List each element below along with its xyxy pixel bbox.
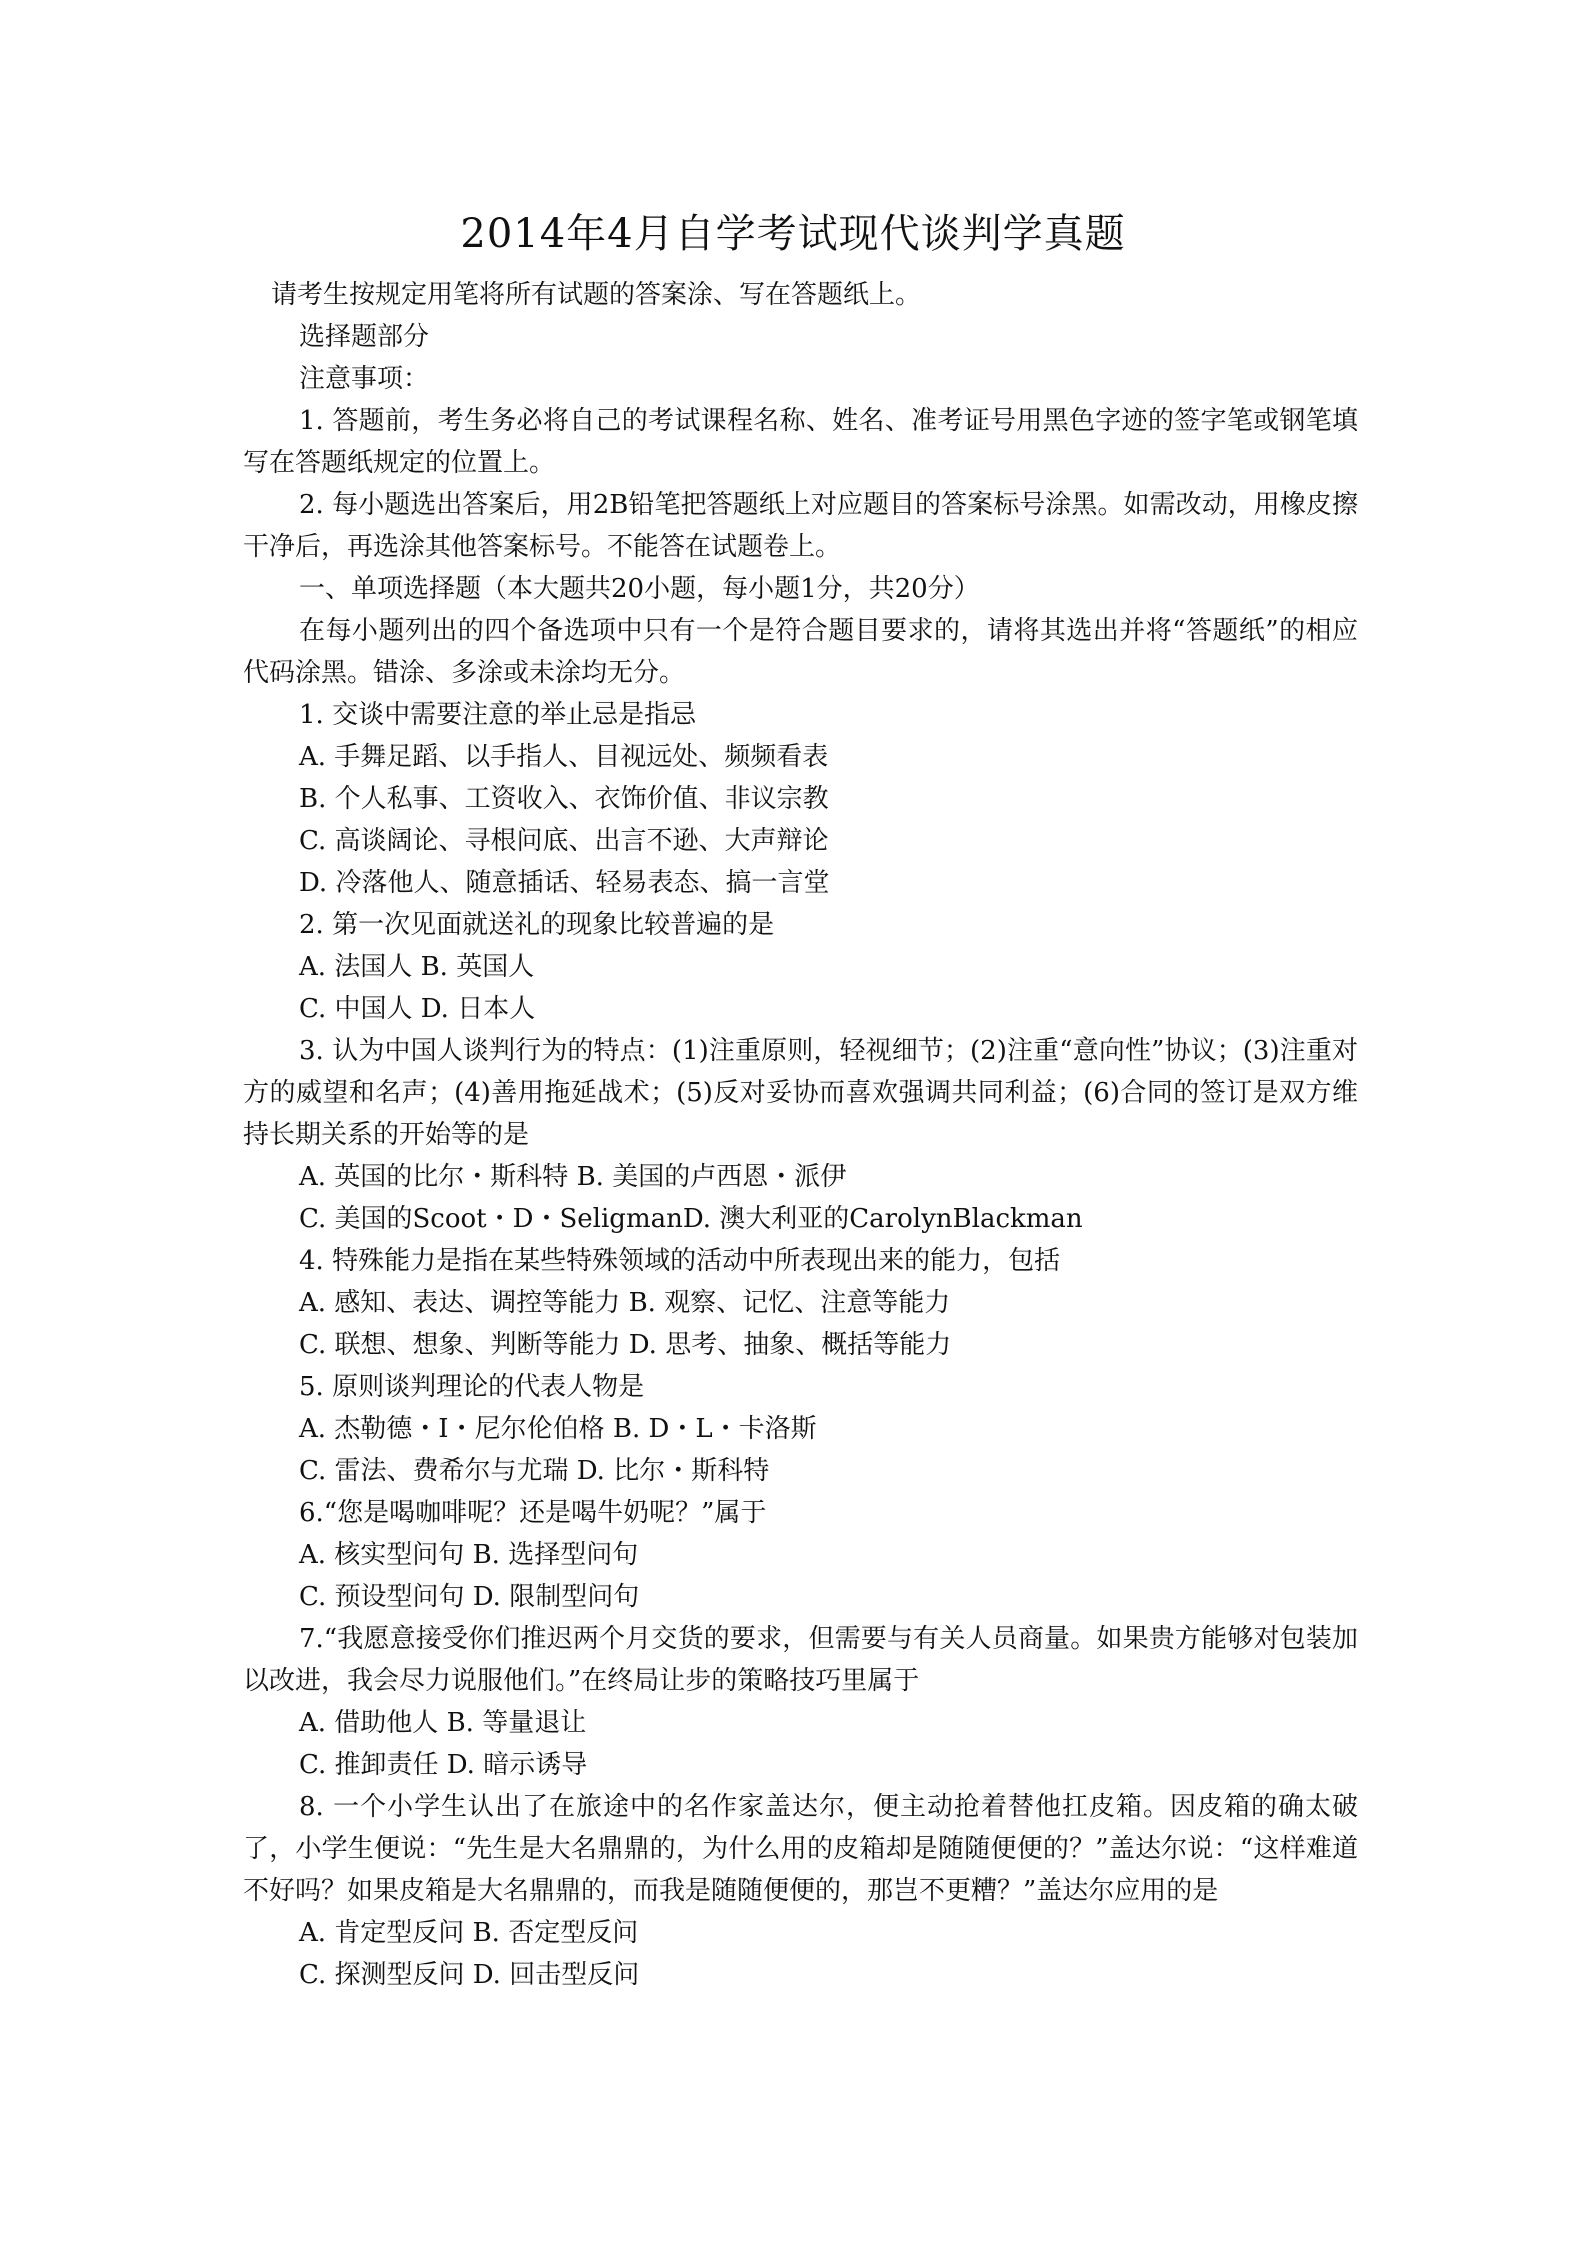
question-option: A. 法国人 B. 英国人 xyxy=(299,952,535,982)
question-stem: 5. 原则谈判理论的代表人物是 xyxy=(299,1372,645,1402)
question-stem: 1. 交谈中需要注意的举止忌是指忌 xyxy=(299,700,697,730)
question-option: A. 肯定型反问 B. 否定型反问 xyxy=(299,1918,639,1948)
question-option: C. 预设型问句 D. 限制型问句 xyxy=(299,1582,640,1612)
question-stem: 4. 特殊能力是指在某些特殊领域的活动中所表现出来的能力，包括 xyxy=(299,1246,1061,1276)
question-option: A. 手舞足蹈、以手指人、目视远处、频频看表 xyxy=(299,742,829,772)
question-stem: 2. 第一次见面就送礼的现象比较普遍的是 xyxy=(299,910,775,940)
page-title: 2014年4月自学考试现代谈判学真题 xyxy=(460,211,1126,257)
question-option: C. 美国的Scoot・D・SeligmanD. 澳大利亚的CarolynBlackman xyxy=(299,1204,1083,1234)
question-option: A. 感知、表达、调控等能力 B. 观察、记忆、注意等能力 xyxy=(299,1288,951,1318)
question-option: A. 核实型问句 B. 选择型问句 xyxy=(299,1540,639,1570)
question-option: C. 联想、想象、判断等能力 D. 思考、抽象、概括等能力 xyxy=(299,1330,952,1360)
question-option: A. 借助他人 B. 等量退让 xyxy=(299,1708,587,1738)
question-stem: 6.“您是喝咖啡呢？还是喝牛奶呢？”属于 xyxy=(299,1498,767,1528)
question-option: C. 探测型反问 D. 回击型反问 xyxy=(299,1960,640,1990)
question-option: A. 杰勒德・I・尼尔伦伯格 B. D・L・卡洛斯 xyxy=(299,1414,817,1444)
question-option: C. 中国人 D. 日本人 xyxy=(299,994,536,1024)
question-option: C. 高谈阔论、寻根问底、出言不逊、大声辩论 xyxy=(299,826,829,856)
question-option: D. 冷落他人、随意插话、轻易表态、搞一言堂 xyxy=(299,868,830,898)
question-stem: 8. 一个小学生认出了在旅途中的名作家盖达尔，便主动抢着替他扛皮箱。因皮箱的确太破了，小学生便说：“先生是大名鼎鼎的，为什么用的皮箱却是随随便便的？”盖达尔说：“这样难道不好吗？如果皮箱是大名鼎鼎的，而我是随随便便的，那岂不更糟？”盖达尔应用的是 xyxy=(243,1792,1358,1906)
question-option: B. 个人私事、工资收入、衣饰价值、非议宗教 xyxy=(299,784,829,814)
question-option: C. 雷法、费希尔与尤瑞 D. 比尔・斯科特 xyxy=(299,1456,770,1486)
intro-text: 请考生按规定用笔将所有试题的答案涂、写在答题纸上。 xyxy=(271,280,922,310)
section-label: 选择题部分 xyxy=(299,322,430,352)
part-heading: 一、单项选择题（本大题共20小题，每小题1分，共20分） xyxy=(299,574,980,604)
notice-item: 2. 每小题选出答案后，用2B铅笔把答题纸上对应题目的答案标号涂黑。如需改动，用橡皮擦干净后，再选涂其他答案标号。不能答在试题卷上。 xyxy=(243,490,1358,562)
notice-heading: 注意事项： xyxy=(299,364,430,394)
exam-body xyxy=(243,274,1358,1996)
notice-item: 1. 答题前，考生务必将自己的考试课程名称、姓名、准考证号用黑色字迹的签字笔或钢笔填写在答题纸规定的位置上。 xyxy=(243,406,1358,478)
question-option: A. 英国的比尔・斯科特 B. 美国的卢西恩・派伊 xyxy=(299,1162,847,1192)
question-option: C. 推卸责任 D. 暗示诱导 xyxy=(299,1750,588,1780)
part-instruction: 在每小题列出的四个备选项中只有一个是符合题目要求的，请将其选出并将“答题纸”的相应代码涂黑。错涂、多涂或未涂均无分。 xyxy=(243,616,1358,688)
question-stem: 3. 认为中国人谈判行为的特点：(1)注重原则，轻视细节；(2)注重“意向性”协议；(3)注重对方的威望和名声；(4)善用拖延战术；(5)反对妥协而喜欢强调共同利益；(6)合同的签订是双方维持长期关系的开始等的是 xyxy=(243,1036,1358,1150)
question-stem: 7.“我愿意接受你们推迟两个月交货的要求，但需要与有关人员商量。如果贵方能够对包装加以改进，我会尽力说服他们。”在终局让步的策略技巧里属于 xyxy=(243,1624,1358,1696)
